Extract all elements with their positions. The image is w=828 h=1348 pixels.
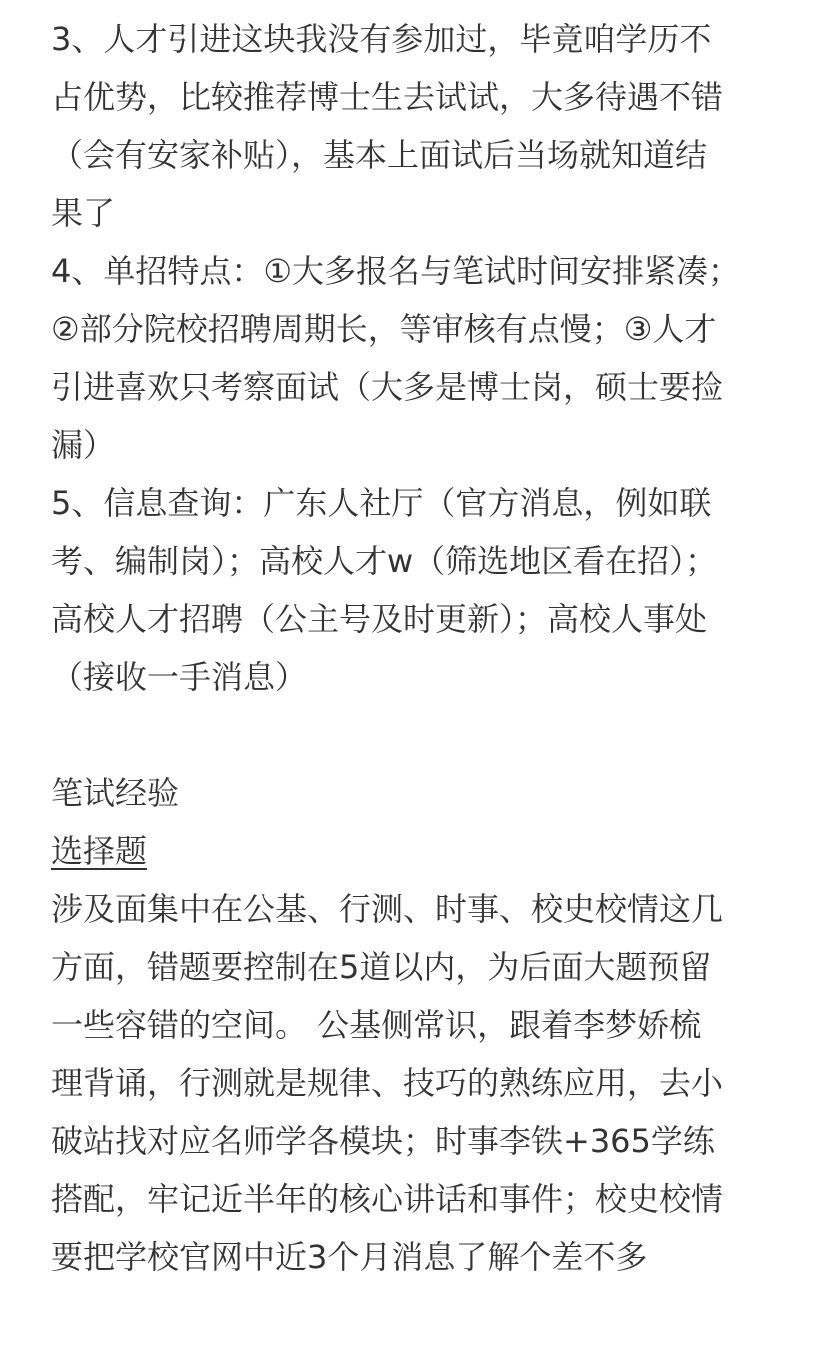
item-4-block [51, 242, 791, 474]
text-line: 考、编制岗）；高校人才w（筛选地区看在招）； [51, 542, 718, 580]
text-line: 漏） [51, 426, 116, 464]
article-body [51, 10, 791, 1286]
text-line: ②部分院校招聘周期长，等审核有点慢；③人才 [51, 310, 717, 348]
text-line: 高校人才招聘（公主号及时更新）；高校人事处 [51, 600, 708, 638]
blank-line [51, 706, 791, 764]
text-line: （会有安家补贴），基本上面试后当场就知道结 [51, 136, 708, 174]
text-line: 破站找对应名师学各模块；时事李铁+365学练 [51, 1122, 715, 1160]
item-3-block [51, 10, 791, 242]
section-title: 笔试经验 [51, 774, 180, 812]
subsection-title: 选择题 [51, 832, 148, 870]
text-line: 4、单招特点：①大多报名与笔试时间安排紧凑； [51, 252, 741, 290]
text-line: 搭配，牢记近半年的核心讲话和事件；校史校情 [51, 1180, 724, 1218]
text-line: 要把学校官网中近3个月消息了解个差不多 [51, 1238, 648, 1276]
text-line: 理背诵，行测就是规律、技巧的熟练应用，去小 [51, 1064, 724, 1102]
text-line: （接收一手消息） [51, 658, 308, 696]
item-5-block [51, 474, 791, 706]
text-line: 3、人才引进这块我没有参加过，毕竟咱学历不 [51, 20, 712, 58]
text-line: 引进喜欢只考察面试（大多是博士岗，硕士要捡 [51, 368, 724, 406]
text-line: 方面，错题要控制在5道以内，为后面大题预留 [51, 948, 712, 986]
text-line: 一些容错的空间。 公基侧常识，跟着李梦娇梳 [51, 1006, 702, 1044]
text-line: 涉及面集中在公基、行测、时事、校史校情这几 [51, 890, 724, 928]
paragraph-block [51, 880, 791, 1286]
text-line: 果了 [51, 194, 116, 232]
text-line: 占优势，比较推荐博士生去试试，大多待遇不错 [51, 78, 724, 116]
text-line: 5、信息查询：广东人社厅（官方消息，例如联 [51, 484, 712, 522]
